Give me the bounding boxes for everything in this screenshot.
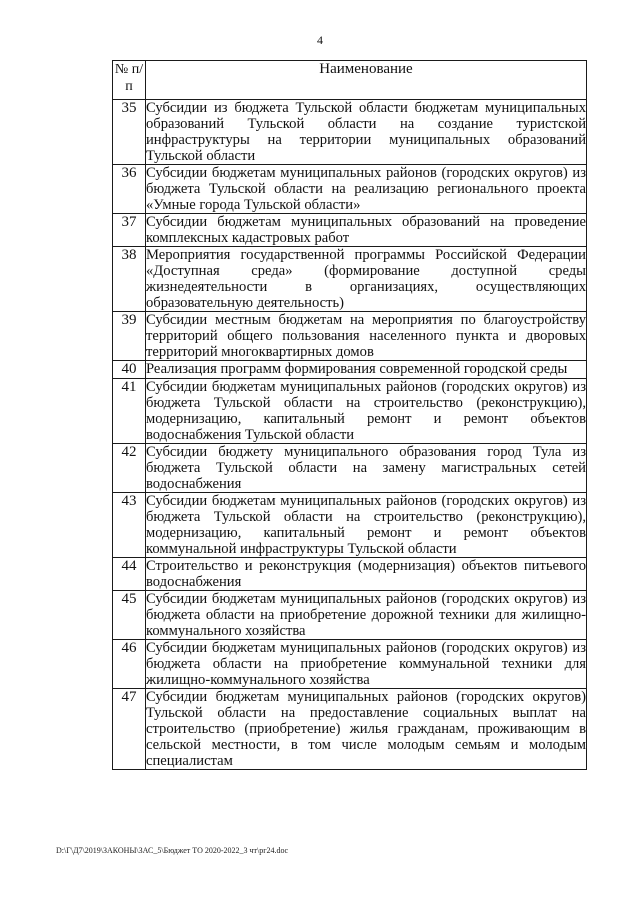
row-number: 42: [113, 444, 146, 493]
table-row: [113, 444, 587, 493]
row-text: Субсидии бюджетам муниципальных районов (городских округов) из бюджета области на приобретение коммунальной техники для жилищно-коммунального хозяйства: [146, 640, 586, 688]
table-row: [113, 100, 587, 165]
table-row: [113, 591, 587, 640]
row-number: 46: [113, 640, 146, 689]
table-row: [113, 558, 587, 591]
table-row: [113, 312, 587, 361]
row-number: 38: [113, 247, 146, 312]
row-text: Субсидии бюджетам муниципальных районов (городских округов) из бюджета Тульской области на реализацию регионального проекта «Умные города Тульской области»: [146, 165, 586, 213]
row-number: 41: [113, 379, 146, 444]
row-number: 36: [113, 165, 146, 214]
row-text: Субсидии бюджету муниципального образования город Тула из бюджета Тульской области на замену магистральных сетей водоснабжения: [146, 444, 586, 492]
table-row: [113, 640, 587, 689]
row-number: 47: [113, 689, 146, 770]
row-text: Субсидии бюджетам муниципальных районов (городских округов) Тульской области на предоставление социальных выплат на строительство (приобретение) жилья гражданам, проживающим в сельской местности, в том числе молодым семьям и молодым специалистам: [146, 689, 586, 769]
row-text: Субсидии бюджетам муниципальных районов (городских округов) из бюджета Тульской области на строительство (реконструкцию), модернизацию, капитальный ремонт и ремонт объектов водоснабжения Тульской области: [146, 379, 586, 443]
table-row: [113, 493, 587, 558]
row-text: Субсидии бюджетам муниципальных образований на проведение комплексных кадастровых работ: [146, 214, 586, 246]
table-row: [113, 379, 587, 444]
row-text: Субсидии бюджетам муниципальных районов (городских округов) из бюджета области на приобретение дорожной техники для жилищно-коммунального хозяйства: [146, 591, 586, 639]
table-row: [113, 247, 587, 312]
row-number: 40: [113, 361, 146, 379]
table-row: [113, 214, 587, 247]
table-header-row: [113, 61, 587, 100]
row-number: 43: [113, 493, 146, 558]
table-row: [113, 361, 587, 379]
column-header-name: Наименование: [146, 61, 587, 100]
row-text: Субсидии местным бюджетам на мероприятия по благоустройству территорий общего пользования населенного пункта и дворовых территорий многоквартирных домов: [146, 312, 586, 360]
row-text: Реализация программ формирования современной городской среды: [146, 361, 587, 379]
page-number: 4: [317, 33, 323, 47]
table-row: [113, 689, 587, 770]
table-row: [113, 165, 587, 214]
row-text: Субсидии бюджетам муниципальных районов (городских округов) из бюджета Тульской области на строительство (реконструкцию), модернизацию, капитальный ремонт и ремонт объектов коммунальной инфраструктуры Тульской области: [146, 493, 586, 557]
row-number: 39: [113, 312, 146, 361]
items-table: [112, 60, 587, 770]
row-number: 37: [113, 214, 146, 247]
column-header-number: № п/п: [113, 61, 146, 100]
row-text: Субсидии из бюджета Тульской области бюджетам муниципальных образований Тульской области на создание туристской инфраструктуры на территории муниципальных образований Тульской области: [146, 100, 586, 164]
row-number: 44: [113, 558, 146, 591]
table-body: [113, 100, 587, 770]
row-number: 45: [113, 591, 146, 640]
row-text: Строительство и реконструкция (модернизация) объектов питьевого водоснабжения: [146, 558, 586, 590]
footer-file-path: D:\Г\Д7\2019\ЗАКОНЫ\ЗАС_5\Бюджет ТО 2020-2022_3 чт\рг24.doc: [56, 846, 289, 855]
row-text: Мероприятия государственной программы Российской Федерации «Доступная среда» (формирование доступной среды жизнедеятельности в организациях, осуществляющих образовательную деятельность): [146, 247, 586, 311]
row-number: 35: [113, 100, 146, 165]
